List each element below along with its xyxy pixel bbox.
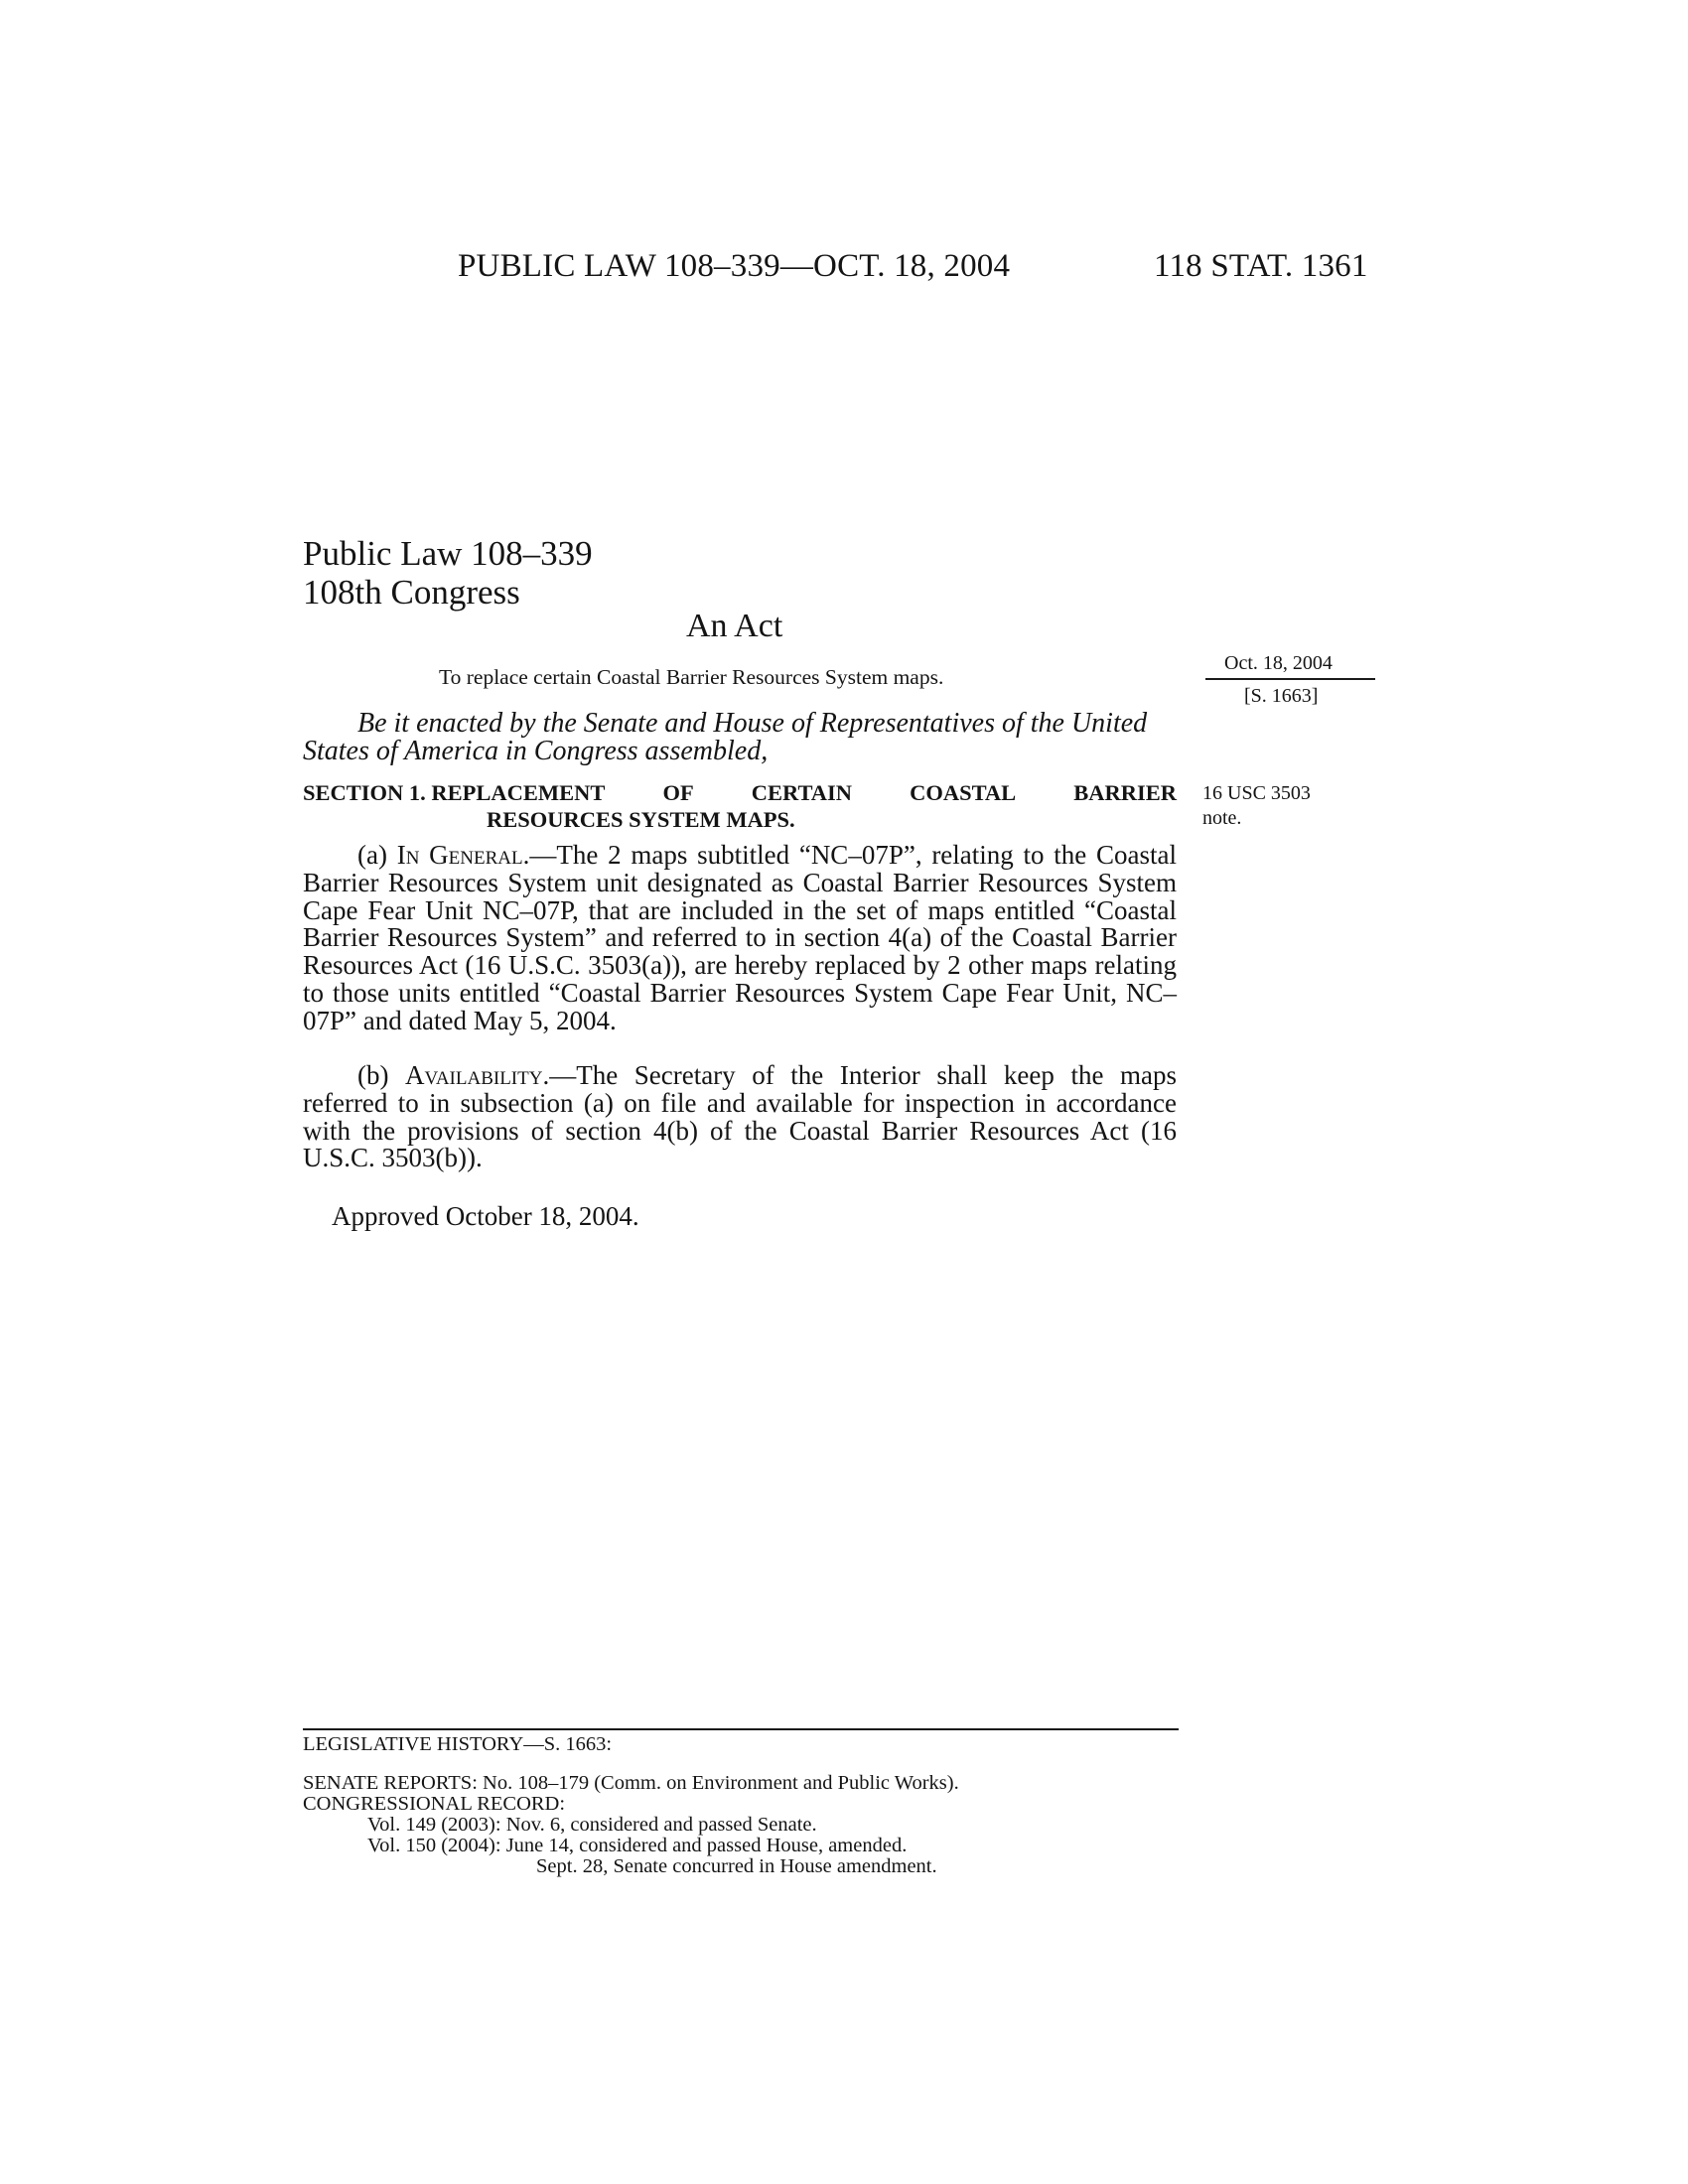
section-heading-word: SECTION 1. REPLACEMENT [303,780,606,805]
subsection-a-label: (a) [357,840,397,870]
record-sept-28: Sept. 28, Senate concurred in House amendment. [536,1855,937,1877]
section-heading-word: CERTAIN [751,780,853,805]
act-heading: An Act [686,608,783,644]
subsection-b-label: (b) [357,1060,406,1090]
enacting-clause: Be it enacted by the Senate and House of Representatives of the United States of America in Congress assembled, [303,708,1148,766]
section-heading-line-2: RESOURCES SYSTEM MAPS. [487,807,795,832]
footnote-divider [303,1728,1179,1730]
margin-note-usc-line-1: 16 USC 3503 [1202,782,1311,804]
running-title: PUBLIC LAW 108–339—OCT. 18, 2004 [458,248,1011,284]
public-law-number: Public Law 108–339 [303,534,593,573]
subsection-b-caption: Availability [405,1060,543,1090]
record-vol-150: Vol. 150 (2004): June 14, considered and passed House, amended. [367,1835,908,1856]
section-heading-word: OF [662,780,694,805]
approval-date: Approved October 18, 2004. [332,1201,639,1231]
section-1-heading [303,779,1177,833]
margin-note-usc-line-2: note. [1202,807,1242,829]
congress-number: 108th Congress [303,573,520,612]
subsection-b-text: .—The Secretary of the Interior shall keep the maps referred to in subsection (a) on file and available for inspection in accordance with the provisions of section 4(b) of the Coastal Barrier Resources Act (16 U.S.C. 3503(b)). [303,1060,1177,1173]
subsection-b [303,1062,1177,1172]
subsection-a [303,842,1177,1035]
senate-reports-line: SENATE REPORTS: No. 108–179 (Comm. on Environment and Public Works). [303,1772,959,1794]
section-heading-line-1 [303,779,1177,806]
congressional-record-heading: CONGRESSIONAL RECORD: [303,1793,566,1815]
margin-note-date: Oct. 18, 2004 [1224,652,1333,674]
legislative-history-heading: LEGISLATIVE HISTORY—S. 1663: [303,1733,613,1755]
statute-page-reference: 118 STAT. 1361 [1154,248,1368,284]
margin-note-usc [1202,781,1351,831]
subsection-a-caption: In General [396,840,523,870]
record-vol-149: Vol. 149 (2003): Nov. 6, considered and passed Senate. [367,1814,817,1836]
margin-note-divider [1205,678,1375,680]
subsection-a-text: .—The 2 maps subtitled “NC–07P”, relating to the Coastal Barrier Resources System unit designated as Coastal Barrier Resources System Cape Fear Unit NC–07P, that are included in the set of maps entitled “Coastal Barrier Resources System” and referred to in section 4(a) of the Coastal Barrier Resources Act (16 U.S.C. 3503(a)), are hereby replaced by 2 other maps relating to those units entitled “Coastal Barrier Resources System Cape Fear Unit, NC–07P” and dated May 5, 2004. [303,840,1177,1035]
section-heading-word: COASTAL [910,780,1017,805]
act-purpose: To replace certain Coastal Barrier Resources System maps. [439,665,944,689]
section-heading-word: BARRIER [1073,780,1177,805]
margin-note-bill: [S. 1663] [1244,685,1319,707]
